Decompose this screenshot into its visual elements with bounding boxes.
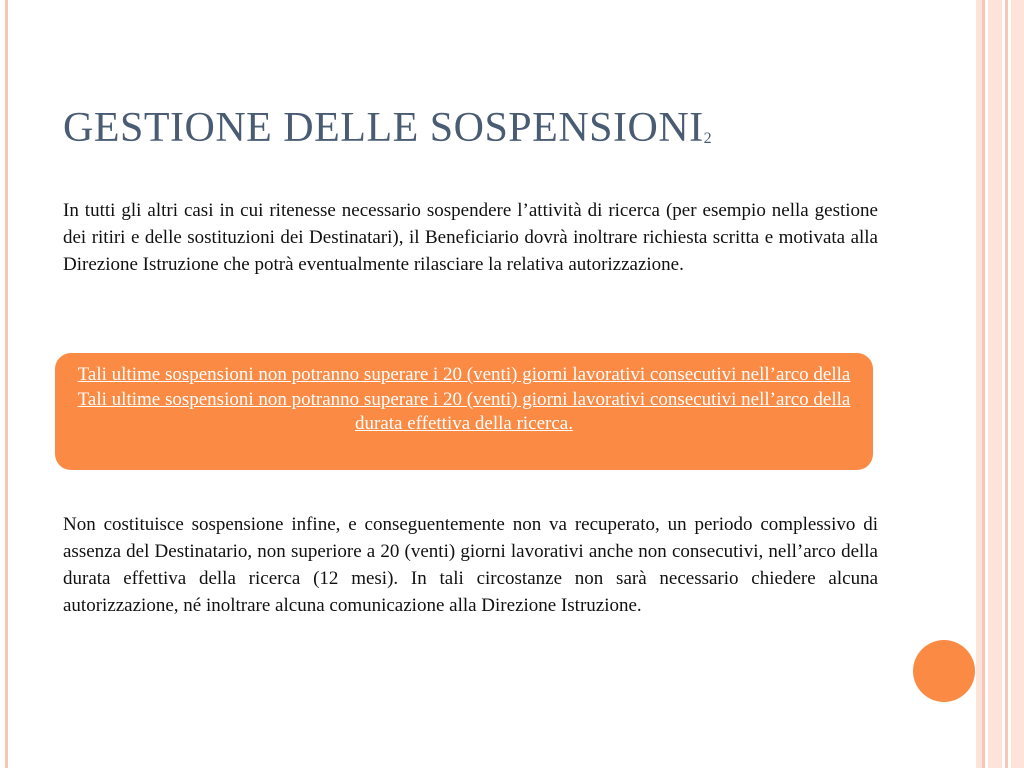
decorative-circle xyxy=(913,640,975,702)
slide-title-suffix: 2 xyxy=(703,130,713,147)
stripe xyxy=(1011,0,1024,768)
stripe xyxy=(1005,0,1008,768)
paragraph-intro: In tutti gli altri casi in cui ritenesse necessario sospendere l’attività di ricerca (per esempio nella gestione dei ritiri e delle sostituzioni dei Destinatari), il Beneficiario dovrà inoltrare richiesta scritta e motivata alla Direzione Istruzione che potrà eventualmente rilasciare la relativa autorizzazione. xyxy=(63,200,878,275)
stripe xyxy=(982,0,985,768)
callout-link[interactable]: Tali ultime sospensioni non potranno superare i 20 (venti) giorni lavorativi consecutivi nell’arco della Tali ultime sospensioni non potranno superare i 20 (venti) giorni lavorativi consecutivi nell’arco della durata effettiva della ricerca. xyxy=(77,364,851,434)
left-border-line xyxy=(5,0,8,768)
slide-title-text: GESTIONE DELLE SOSPENSIONI xyxy=(63,105,704,151)
slide-title xyxy=(63,104,923,152)
stripe xyxy=(988,0,1002,768)
callout-box xyxy=(55,353,873,470)
paragraph-note: Non costituisce sospensione infine, e conseguentemente non va recuperato, un periodo complessivo di assenza del Destinatario, non superiore a 20 (venti) giorni lavorativi anche non consecutivi, nell’arco della durata effettiva della ricerca (12 mesi). In tali circostanze non sarà necessario chiedere alcuna autorizzazione, né inoltrare alcuna comunicazione alla Direzione Istruzione. xyxy=(63,514,878,616)
decorative-stripes xyxy=(976,0,1024,768)
